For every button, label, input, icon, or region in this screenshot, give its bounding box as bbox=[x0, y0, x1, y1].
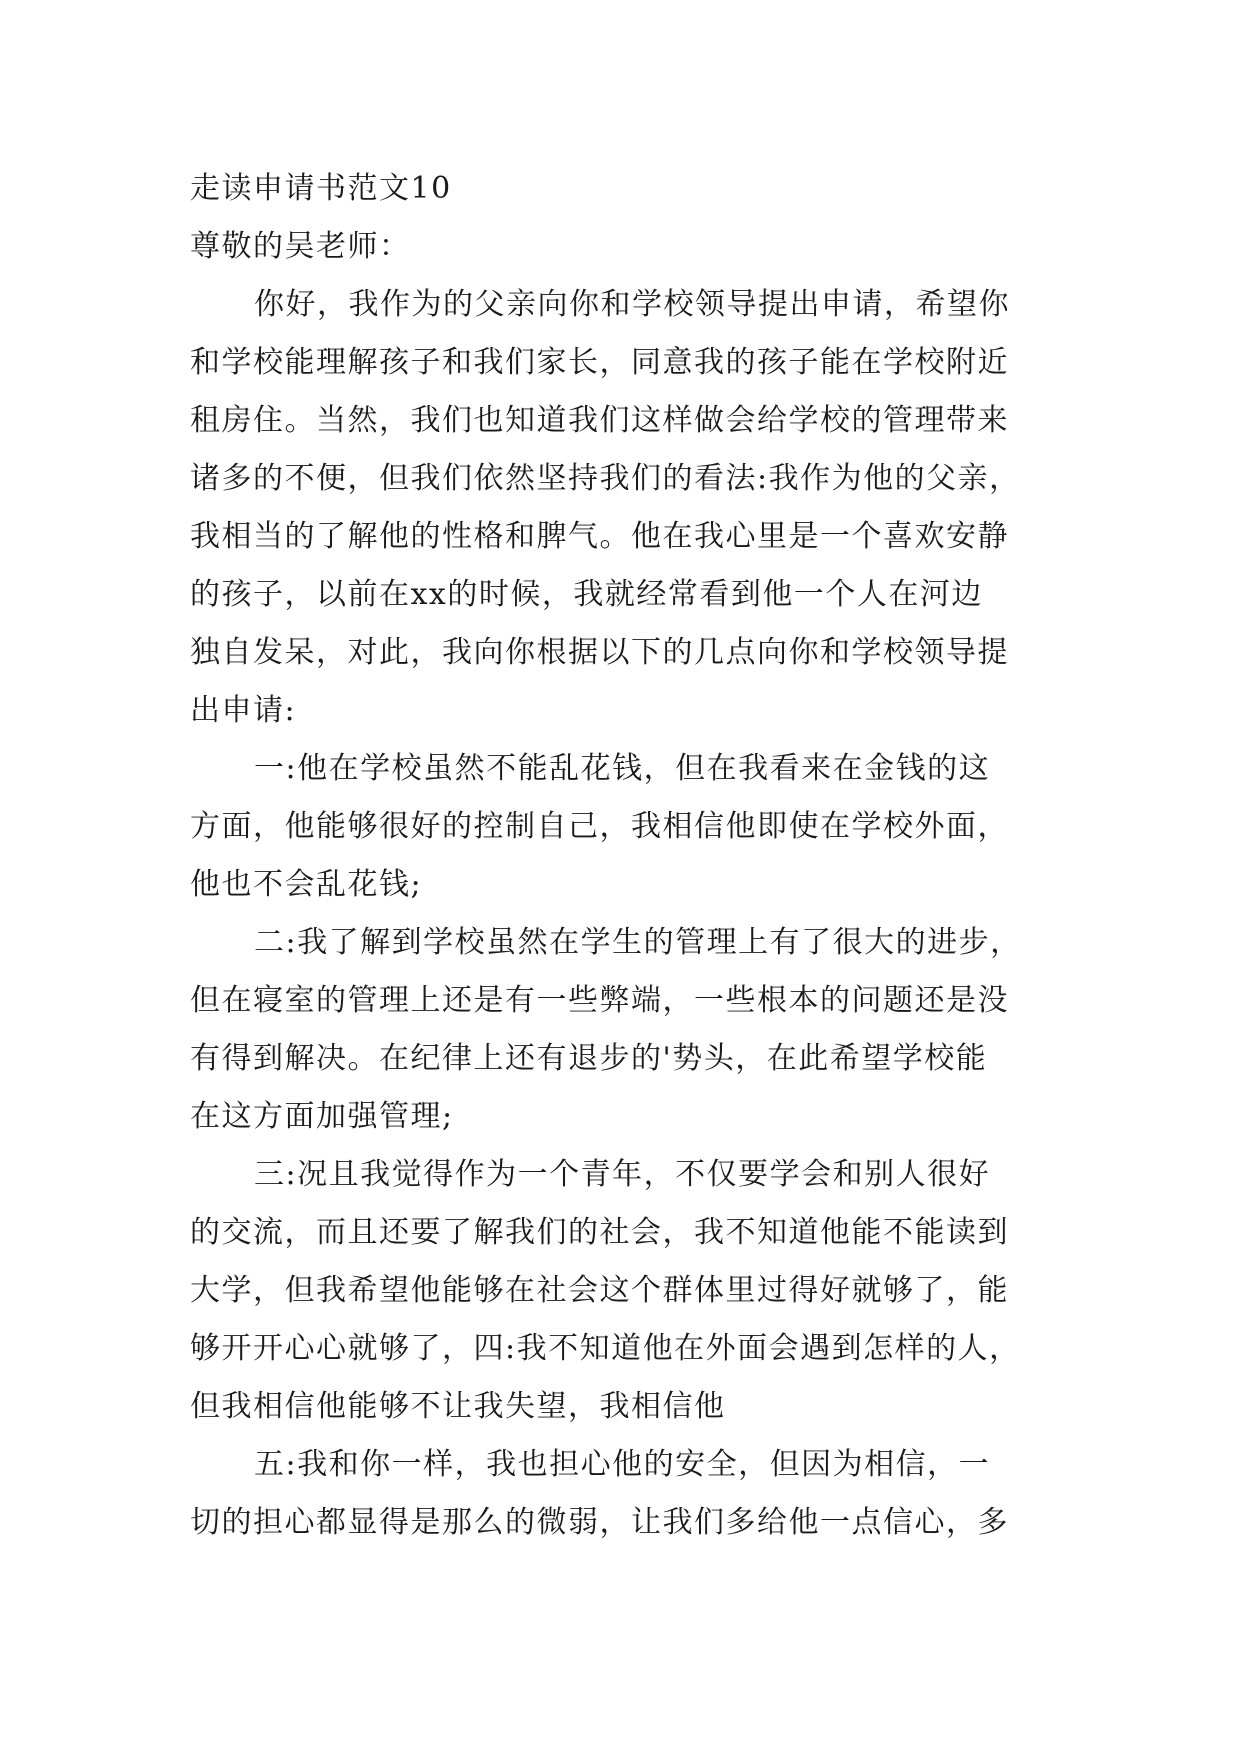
paragraph-point-5 bbox=[190, 1436, 1050, 1552]
document-title: 走读申请书范文10 bbox=[190, 171, 452, 206]
text-line: 你好，我作为的父亲向你和学校领导提出申请，希望你 bbox=[254, 287, 1010, 322]
text-line: 独自发呆，对此，我向你根据以下的几点向你和学校领导提 bbox=[190, 635, 1009, 670]
text-line: 但我相信他能够不让我失望，我相信他 bbox=[190, 1389, 726, 1424]
text-line: 租房住。当然，我们也知道我们这样做会给学校的管理带来 bbox=[190, 403, 1009, 438]
text-line: 我相当的了解他的性格和脾气。他在我心里是一个喜欢安静 bbox=[190, 519, 1009, 554]
text-line: 的孩子，以前在xx的时候，我就经常看到他一个人在河边 bbox=[190, 577, 983, 612]
paragraph-point-2 bbox=[190, 914, 1050, 1146]
text-line: 他也不会乱花钱; bbox=[190, 867, 423, 902]
paragraph-point-1 bbox=[190, 740, 1050, 914]
text-line: 诸多的不便，但我们依然坚持我们的看法:我作为他的父亲， bbox=[190, 461, 1021, 496]
text-line: 大学，但我希望他能够在社会这个群体里过得好就够了，能 bbox=[190, 1273, 1009, 1308]
text-line: 的交流，而且还要了解我们的社会，我不知道他能不能读到 bbox=[190, 1215, 1009, 1250]
salutation: 尊敬的吴老师： bbox=[190, 229, 411, 264]
text-line: 五:我和你一样，我也担心他的安全，但因为相信，一 bbox=[254, 1447, 991, 1482]
text-line: 方面，他能够很好的控制自己，我相信他即使在学校外面， bbox=[190, 809, 1009, 844]
text-line: 一:他在学校虽然不能乱花钱，但在我看来在金钱的这 bbox=[254, 751, 991, 786]
text-line: 和学校能理解孩子和我们家长，同意我的孩子能在学校附近 bbox=[190, 345, 1009, 380]
text-line: 切的担心都显得是那么的微弱，让我们多给他一点信心，多 bbox=[190, 1505, 1009, 1540]
text-line: 但在寝室的管理上还是有一些弊端，一些根本的问题还是没 bbox=[190, 983, 1009, 1018]
text-line: 三:况且我觉得作为一个青年，不仅要学会和别人很好 bbox=[254, 1157, 991, 1192]
paragraph-point-3 bbox=[190, 1146, 1050, 1436]
text-line: 出申请: bbox=[190, 693, 297, 728]
paragraph-intro bbox=[190, 276, 1050, 740]
text-line: 有得到解决。在纪律上还有退步的'势头，在此希望学校能 bbox=[190, 1041, 988, 1076]
document-body bbox=[190, 160, 1050, 1552]
text-line: 够开开心心就够了，四:我不知道他在外面会遇到怎样的人， bbox=[190, 1331, 1021, 1366]
text-line: 在这方面加强管理; bbox=[190, 1099, 454, 1134]
text-line: 二:我了解到学校虽然在学生的管理上有了很大的进步， bbox=[254, 925, 1022, 960]
